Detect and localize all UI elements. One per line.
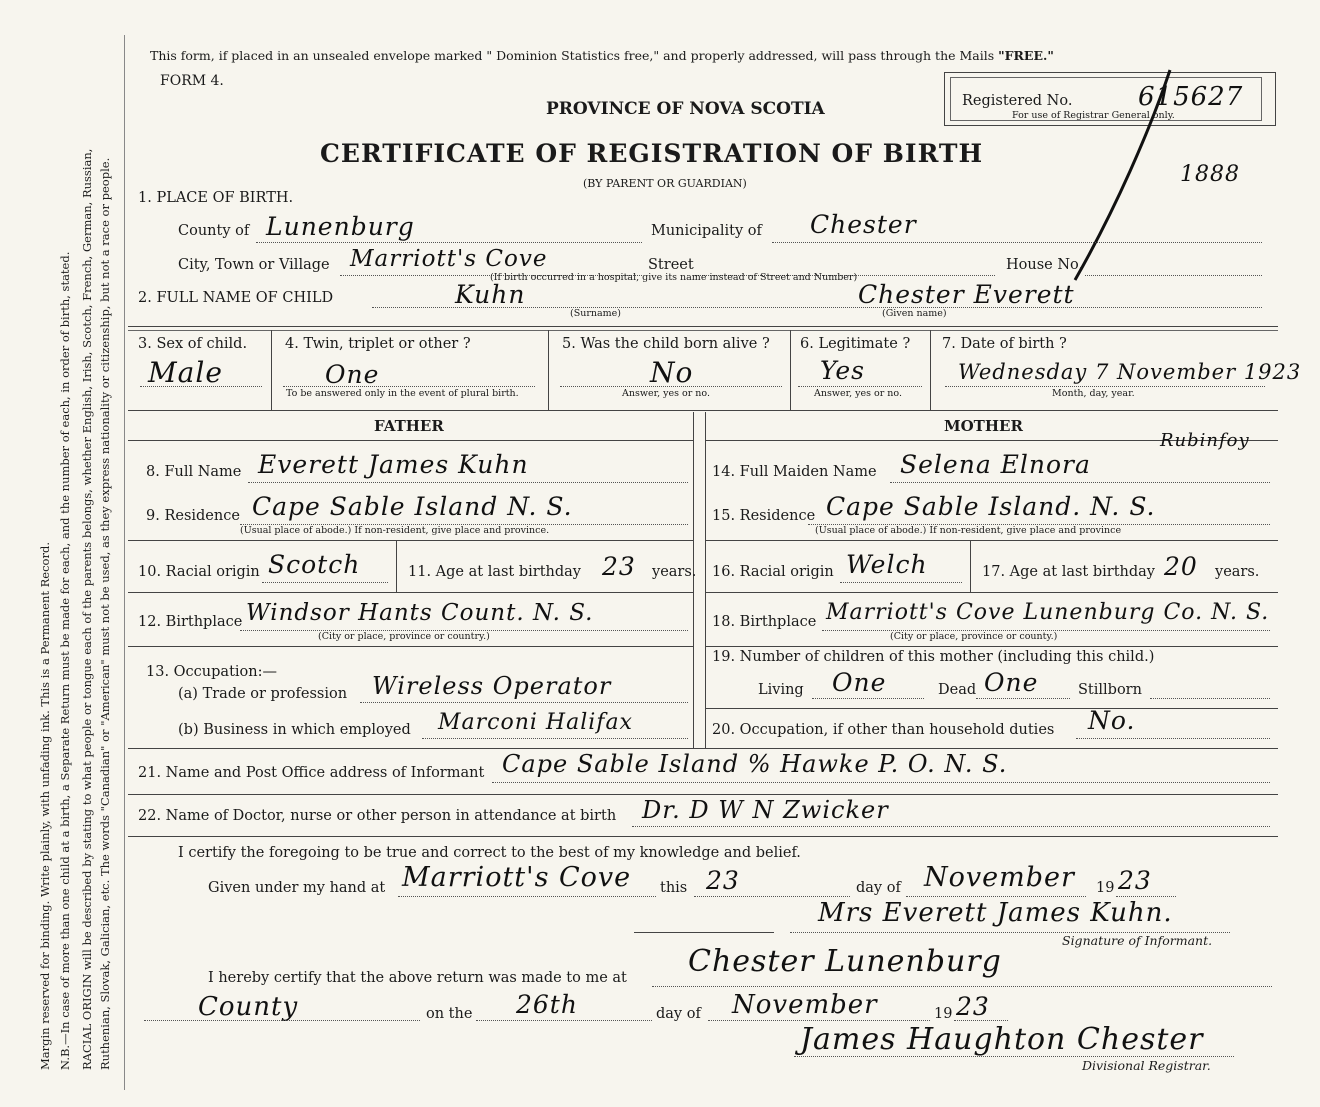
- registered-no-value: 615627: [1138, 82, 1244, 112]
- rule-1b: [128, 330, 1278, 331]
- rule-5a: [128, 646, 693, 647]
- county-label: County of: [178, 223, 250, 239]
- father-years: years.: [652, 564, 697, 580]
- mother-age-value: 20: [1164, 552, 1198, 581]
- reg-place-line: [652, 986, 1272, 987]
- father-birthplace-value: Windsor Hants Count. N. S.: [246, 600, 594, 626]
- rule-5b: [705, 646, 1278, 647]
- mother-residence-label: 15. Residence: [712, 508, 816, 524]
- reg-county-line: [144, 1020, 420, 1021]
- legitimate-label: 6. Legitimate ?: [800, 336, 911, 352]
- alive-line: [560, 386, 782, 387]
- alive-label: 5. Was the child born alive ?: [562, 336, 770, 352]
- informant-line: [492, 782, 1270, 783]
- given-month-value: November: [924, 862, 1075, 893]
- registration-year-value: 23: [956, 992, 990, 1021]
- center-divider: [693, 412, 694, 748]
- dob-note: Month, day, year.: [1052, 388, 1135, 399]
- mother-years: years.: [1215, 564, 1260, 580]
- city-value: Marriott's Cove: [350, 246, 548, 272]
- twin-label: 4. Twin, triplet or other ?: [285, 336, 471, 352]
- mother-name-value: Selena Elnora: [900, 450, 1091, 479]
- father-race-label: 10. Racial origin: [138, 564, 260, 580]
- mother-bp-note: (City or place, province or county.): [890, 631, 1058, 642]
- reg-month-line: [708, 1020, 930, 1021]
- margin-note-racial-2: Ruthenian, Slovak, Galician, etc. The words "Canadian" or "American" must not be used, as they express nationality or citizenship, but not a race or people.: [98, 157, 112, 1070]
- father-name-label: 8. Full Name: [146, 464, 242, 480]
- margin-note-nb: N.B.—In case of more than one child at a birth, a Separate Return must be made for each, and the number of each, in order of birth, stated.: [58, 251, 72, 1070]
- dead-line: [976, 698, 1070, 699]
- alive-note: Answer, yes or no.: [622, 388, 711, 399]
- registration-day-value: 26th: [516, 990, 578, 1019]
- father-birthplace-label: 12. Birthplace: [138, 614, 243, 630]
- given-caption: (Given name): [882, 308, 947, 319]
- dead-label: Dead: [938, 682, 977, 698]
- children-count-label: 19. Number of children of this mother (including this child.): [712, 649, 1155, 665]
- city-label: City, Town or Village: [178, 257, 330, 273]
- certify-text: I certify the foregoing to be true and correct to the best of my knowledge and belief.: [178, 845, 801, 861]
- doctor-line: [632, 826, 1270, 827]
- mother-heading: MOTHER: [944, 417, 1023, 435]
- municipality-value: Chester: [810, 210, 917, 239]
- legit-note: Answer, yes or no.: [814, 388, 903, 399]
- house-line: [1085, 275, 1262, 276]
- dob-value: Wednesday 7 November 1923: [958, 360, 1302, 384]
- mother-race-line: [840, 582, 962, 583]
- dead-value: One: [984, 668, 1039, 697]
- mother-abode-note: (Usual place of abode.) If non-resident, give place and province: [815, 525, 1122, 536]
- informant-signature: Mrs Everett James Kuhn.: [818, 898, 1173, 928]
- rule-4b: [705, 592, 1278, 593]
- rule-8: [128, 794, 1278, 795]
- trade-value: Wireless Operator: [372, 672, 612, 700]
- given-at-value: Marriott's Cove: [402, 862, 632, 893]
- mother-occ-line: [1076, 738, 1270, 739]
- rule-2: [128, 410, 1278, 411]
- legit-line: [798, 386, 922, 387]
- age-divider-m: [970, 540, 971, 592]
- father-age-value: 23: [602, 552, 636, 581]
- stillborn-label: Stillborn: [1078, 682, 1142, 698]
- age-divider-f: [396, 540, 397, 592]
- legitimate-value: Yes: [820, 356, 865, 385]
- rule-3b: [705, 540, 1278, 541]
- rule-7: [128, 748, 1278, 749]
- rule-4a: [128, 592, 693, 593]
- doctor-value: Dr. D W N Zwicker: [642, 796, 889, 824]
- mother-race-label: 16. Racial origin: [712, 564, 834, 580]
- mother-occupation-label: 20. Occupation, if other than household duties: [712, 722, 1055, 738]
- father-heading: FATHER: [374, 417, 444, 435]
- registration-place-value: Chester Lunenburg: [688, 944, 1002, 979]
- county-value: Lunenburg: [266, 212, 415, 241]
- reg-day-line: [476, 1020, 652, 1021]
- twin-value: One: [325, 360, 380, 389]
- province-title: PROVINCE OF NOVA SCOTIA: [546, 99, 825, 119]
- mother-occupation-value: No.: [1088, 706, 1136, 735]
- mother-name-annotation: Rubinfoy: [1160, 430, 1250, 451]
- corner-mark: 1888: [1180, 162, 1240, 187]
- sex-line: [140, 386, 262, 387]
- child-given-value: Chester Everett: [858, 280, 1075, 309]
- father-age-label: 11. Age at last birthday: [408, 564, 581, 580]
- registration-place-county: County: [198, 992, 299, 1022]
- father-rule: [128, 440, 693, 441]
- mother-birthplace-value: Marriott's Cove Lunenburg Co. N. S.: [826, 600, 1270, 625]
- mother-name-label: 14. Full Maiden Name: [712, 464, 877, 480]
- given-hand-label: Given under my hand at: [208, 880, 386, 896]
- given-day-value: 23: [706, 866, 740, 895]
- father-race-value: Scotch: [268, 550, 361, 579]
- trade-line: [360, 702, 688, 703]
- mother-race-value: Welch: [846, 550, 928, 579]
- living-value: One: [832, 668, 887, 697]
- given-day-line: [694, 896, 850, 897]
- house-label: House No.: [1006, 257, 1084, 273]
- registrar-signature: James Haughton Chester: [800, 1022, 1204, 1057]
- place-of-birth-heading: 1. PLACE OF BIRTH.: [138, 190, 294, 206]
- informant-signature-caption: Signature of Informant.: [1062, 933, 1213, 948]
- certificate-title: CERTIFICATE OF REGISTRATION OF BIRTH: [320, 139, 984, 168]
- twin-line: [283, 386, 535, 387]
- mother-birthplace-label: 18. Birthplace: [712, 614, 817, 630]
- center-divider-2: [705, 412, 706, 748]
- rule-1: [128, 326, 1278, 327]
- certificate-subtitle: (BY PARENT OR GUARDIAN): [583, 177, 747, 190]
- business-label: (b) Business in which employed: [178, 722, 411, 738]
- informant-value: Cape Sable Island % Hawke P. O. N. S.: [502, 750, 1008, 778]
- trade-label: (a) Trade or profession: [178, 686, 348, 702]
- living-line: [812, 698, 924, 699]
- day-of-label: day of: [856, 880, 901, 896]
- day-of-label-2: day of: [656, 1006, 701, 1022]
- child-surname-value: Kuhn: [455, 280, 526, 309]
- given-year-line: [1116, 896, 1176, 897]
- hospital-note: (If birth occurred in a hospital, give its name instead of Street and Number): [490, 272, 858, 283]
- sex-label: 3. Sex of child.: [138, 336, 248, 352]
- county-line: [256, 242, 642, 243]
- margin-rule: [124, 35, 125, 1090]
- father-abode-note: (Usual place of abode.) If non-resident, give place and province.: [240, 525, 550, 536]
- rule-6b: [705, 708, 1278, 709]
- mother-residence-value: Cape Sable Island. N. S.: [826, 492, 1156, 521]
- postal-notice: This form, if placed in an unsealed envelope marked " Dominion Statistics free," and properly addressed, will pass through the Mails "FREE.": [150, 48, 1054, 63]
- year-prefix-2: 19: [934, 1006, 953, 1022]
- living-label: Living: [758, 682, 804, 698]
- rule-9: [128, 836, 1278, 837]
- col-divider-4: [930, 330, 931, 410]
- informant-sig-rule: [634, 932, 774, 933]
- given-at-line: [398, 896, 656, 897]
- col-divider-1: [271, 330, 272, 410]
- surname-caption: (Surname): [570, 308, 621, 319]
- year-prefix: 19: [1096, 880, 1115, 896]
- given-year-value: 23: [1118, 866, 1152, 895]
- form-number: FORM 4.: [160, 73, 224, 89]
- col-divider-3: [790, 330, 791, 410]
- municipality-label: Municipality of: [651, 223, 762, 239]
- given-month-line: [906, 896, 1086, 897]
- occupation-label: 13. Occupation:—: [146, 664, 277, 680]
- registrar-use-note: For use of Registrar General only.: [1012, 110, 1175, 121]
- on-the-label: on the: [426, 1006, 473, 1022]
- margin-note-racial: RACIAL ORIGIN will be described by stating to what people or tongue each of the parents belongs, whether English, Irish, Scotch, French, German, Russian,: [80, 148, 94, 1070]
- stillborn-line: [1150, 698, 1270, 699]
- dob-label: 7. Date of birth ?: [942, 336, 1067, 352]
- registration-month-value: November: [732, 990, 878, 1020]
- hereby-certify-label: I hereby certify that the above return was made to me at: [208, 970, 627, 986]
- registrar-sig-line: [794, 1056, 1234, 1057]
- divisional-registrar-caption: Divisional Registrar.: [1082, 1058, 1211, 1073]
- alive-value: No: [650, 356, 694, 389]
- full-name-child-label: 2. FULL NAME OF CHILD: [138, 290, 334, 306]
- margin-note-binding: Margin reserved for binding. Write plainly, with unfading ink. This is a Permanent Record.: [38, 542, 52, 1070]
- father-residence-value: Cape Sable Island N. S.: [252, 492, 573, 521]
- reg-year-line: [954, 1020, 1008, 1021]
- municipality-line: [772, 242, 1262, 243]
- sex-value: Male: [148, 356, 223, 389]
- father-bp-note: (City or place, province or country.): [318, 631, 490, 642]
- registered-no-label: Registered No.: [962, 93, 1073, 109]
- doctor-label: 22. Name of Doctor, nurse or other person in attendance at birth: [138, 808, 617, 824]
- father-residence-label: 9. Residence: [146, 508, 240, 524]
- mother-age-label: 17. Age at last birthday: [982, 564, 1155, 580]
- father-name-line: [248, 482, 688, 483]
- business-line: [422, 738, 688, 739]
- col-divider-2: [548, 330, 549, 410]
- dob-line: [945, 386, 1265, 387]
- twin-note: To be answered only in the event of plural birth.: [286, 388, 519, 399]
- rule-3a: [128, 540, 693, 541]
- father-race-line: [262, 582, 388, 583]
- ink-stroke: [1060, 60, 1180, 290]
- mother-name-line: [890, 482, 1270, 483]
- this-label: this: [660, 880, 688, 896]
- street-label: Street: [648, 257, 694, 273]
- father-name-value: Everett James Kuhn: [258, 450, 529, 479]
- informant-label: 21. Name and Post Office address of Informant: [138, 765, 485, 781]
- business-value: Marconi Halifax: [438, 710, 633, 735]
